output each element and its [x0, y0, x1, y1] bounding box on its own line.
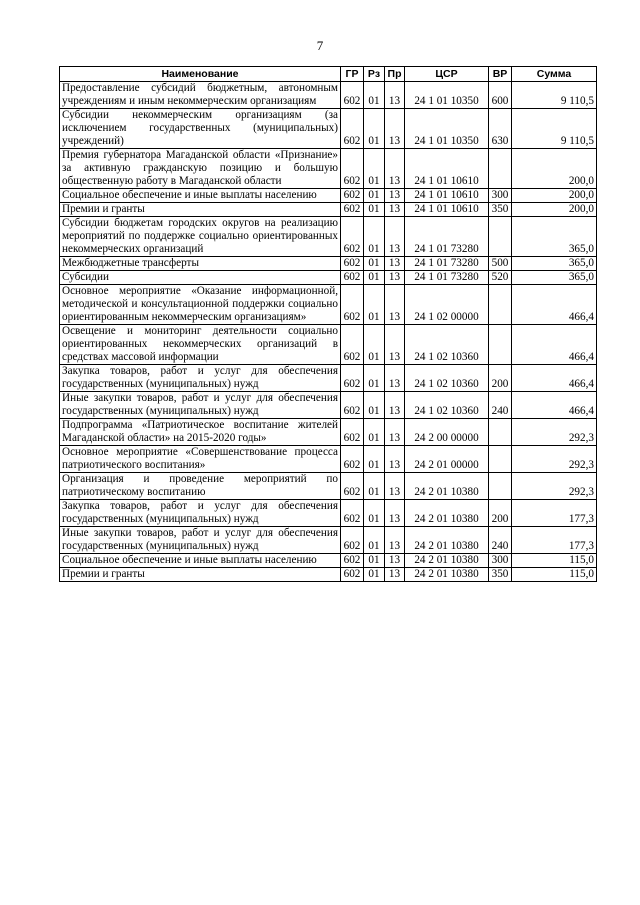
- header-row: [60, 67, 597, 82]
- cell-rz: 01: [364, 500, 385, 527]
- cell-csr: 24 1 01 10610: [405, 189, 489, 203]
- cell-sum: 292,3: [512, 446, 597, 473]
- table-row: [60, 419, 597, 446]
- cell-sum: 115,0: [512, 568, 597, 582]
- cell-rz: 01: [364, 365, 385, 392]
- cell-csr: 24 1 01 73280: [405, 217, 489, 257]
- cell-rz: 01: [364, 446, 385, 473]
- table-row: [60, 285, 597, 325]
- cell-name: Межбюджетные трансферты: [60, 257, 341, 271]
- cell-gr: 602: [341, 189, 364, 203]
- cell-csr: 24 1 01 10350: [405, 82, 489, 109]
- cell-vr: 240: [489, 392, 512, 419]
- table-row: [60, 203, 597, 217]
- cell-gr: 602: [341, 325, 364, 365]
- cell-name: Премии и гранты: [60, 568, 341, 582]
- cell-name: Иные закупки товаров, работ и услуг для обеспечения государственных (муниципальных) нужд: [60, 527, 341, 554]
- cell-pr: 13: [385, 325, 405, 365]
- cell-sum: 466,4: [512, 325, 597, 365]
- cell-vr: 600: [489, 82, 512, 109]
- cell-vr: 200: [489, 365, 512, 392]
- cell-name: Закупка товаров, работ и услуг для обеспечения государственных (муниципальных) нужд: [60, 500, 341, 527]
- cell-gr: 602: [341, 419, 364, 446]
- cell-sum: 177,3: [512, 500, 597, 527]
- table-row: [60, 109, 597, 149]
- cell-gr: 602: [341, 446, 364, 473]
- cell-vr: [489, 473, 512, 500]
- cell-vr: 300: [489, 554, 512, 568]
- cell-csr: 24 1 02 10360: [405, 392, 489, 419]
- cell-pr: 13: [385, 500, 405, 527]
- cell-sum: 466,4: [512, 392, 597, 419]
- cell-rz: 01: [364, 285, 385, 325]
- cell-csr: 24 2 01 10380: [405, 500, 489, 527]
- cell-sum: 466,4: [512, 365, 597, 392]
- cell-gr: 602: [341, 285, 364, 325]
- cell-csr: 24 2 01 00000: [405, 446, 489, 473]
- cell-name: Закупка товаров, работ и услуг для обеспечения государственных (муниципальных) нужд: [60, 365, 341, 392]
- cell-pr: 13: [385, 568, 405, 582]
- cell-vr: 350: [489, 568, 512, 582]
- cell-gr: 602: [341, 203, 364, 217]
- cell-gr: 602: [341, 217, 364, 257]
- cell-pr: 13: [385, 109, 405, 149]
- cell-csr: 24 2 01 10380: [405, 527, 489, 554]
- cell-rz: 01: [364, 419, 385, 446]
- cell-vr: [489, 446, 512, 473]
- cell-vr: 520: [489, 271, 512, 285]
- cell-pr: 13: [385, 189, 405, 203]
- budget-table: [59, 66, 597, 582]
- cell-pr: 13: [385, 203, 405, 217]
- table-row: [60, 568, 597, 582]
- header-rz: Рз: [364, 67, 385, 82]
- cell-vr: [489, 325, 512, 365]
- table-row: [60, 554, 597, 568]
- cell-sum: 115,0: [512, 554, 597, 568]
- cell-pr: 13: [385, 527, 405, 554]
- table-row: [60, 500, 597, 527]
- cell-vr: 200: [489, 500, 512, 527]
- table-body: [60, 82, 597, 582]
- cell-vr: [489, 217, 512, 257]
- cell-vr: [489, 149, 512, 189]
- cell-pr: 13: [385, 82, 405, 109]
- cell-gr: 602: [341, 554, 364, 568]
- cell-gr: 602: [341, 109, 364, 149]
- cell-gr: 602: [341, 271, 364, 285]
- cell-gr: 602: [341, 568, 364, 582]
- cell-name: Социальное обеспечение и иные выплаты населению: [60, 189, 341, 203]
- table-row: [60, 473, 597, 500]
- table-row: [60, 82, 597, 109]
- cell-sum: 365,0: [512, 217, 597, 257]
- cell-vr: 300: [489, 189, 512, 203]
- table-row: [60, 271, 597, 285]
- cell-name: Субсидии: [60, 271, 341, 285]
- cell-pr: 13: [385, 217, 405, 257]
- cell-name: Подпрограмма «Патриотическое воспитание жителей Магаданской области» на 2015-2020 годы»: [60, 419, 341, 446]
- table-row: [60, 217, 597, 257]
- cell-csr: 24 2 01 10380: [405, 473, 489, 500]
- cell-name: Субсидии бюджетам городских округов на реализацию мероприятий по поддержке социально ориентированных некоммерческих организаций: [60, 217, 341, 257]
- cell-sum: 9 110,5: [512, 109, 597, 149]
- cell-sum: 292,3: [512, 473, 597, 500]
- cell-name: Организация и проведение мероприятий по патриотическому воспитанию: [60, 473, 341, 500]
- cell-vr: 350: [489, 203, 512, 217]
- cell-rz: 01: [364, 189, 385, 203]
- cell-csr: 24 1 01 10350: [405, 109, 489, 149]
- cell-name: Социальное обеспечение и иные выплаты населению: [60, 554, 341, 568]
- table-row: [60, 257, 597, 271]
- table-header: [60, 67, 597, 82]
- page-number: 7: [316, 38, 324, 53]
- header-name: Наименование: [60, 67, 341, 82]
- cell-csr: 24 1 02 00000: [405, 285, 489, 325]
- table-row: [60, 392, 597, 419]
- header-vr: ВР: [489, 67, 512, 82]
- cell-vr: [489, 285, 512, 325]
- cell-name: Основное мероприятие «Оказание информационной, методической и консультационной поддержки социально ориентированным некоммерческим организациям»: [60, 285, 341, 325]
- cell-name: Иные закупки товаров, работ и услуг для обеспечения государственных (муниципальных) нужд: [60, 392, 341, 419]
- cell-gr: 602: [341, 473, 364, 500]
- cell-rz: 01: [364, 82, 385, 109]
- cell-csr: 24 2 01 10380: [405, 568, 489, 582]
- cell-pr: 13: [385, 446, 405, 473]
- cell-sum: 9 110,5: [512, 82, 597, 109]
- cell-csr: 24 1 02 10360: [405, 325, 489, 365]
- table-row: [60, 365, 597, 392]
- cell-pr: 13: [385, 271, 405, 285]
- cell-gr: 602: [341, 82, 364, 109]
- cell-rz: 01: [364, 257, 385, 271]
- cell-rz: 01: [364, 527, 385, 554]
- cell-sum: 177,3: [512, 527, 597, 554]
- cell-sum: 365,0: [512, 271, 597, 285]
- cell-vr: [489, 419, 512, 446]
- cell-name: Основное мероприятие «Совершенствование процесса патриотического воспитания»: [60, 446, 341, 473]
- cell-pr: 13: [385, 365, 405, 392]
- cell-pr: 13: [385, 149, 405, 189]
- cell-pr: 13: [385, 554, 405, 568]
- cell-gr: 602: [341, 257, 364, 271]
- cell-rz: 01: [364, 554, 385, 568]
- cell-name: Субсидии некоммерческим организациям (за исключением государственных (муниципальных) учреждений): [60, 109, 341, 149]
- cell-gr: 602: [341, 527, 364, 554]
- cell-gr: 602: [341, 365, 364, 392]
- cell-pr: 13: [385, 392, 405, 419]
- cell-pr: 13: [385, 473, 405, 500]
- table-row: [60, 149, 597, 189]
- cell-sum: 292,3: [512, 419, 597, 446]
- cell-csr: 24 1 01 73280: [405, 257, 489, 271]
- cell-rz: 01: [364, 325, 385, 365]
- cell-sum: 365,0: [512, 257, 597, 271]
- header-csr: ЦСР: [405, 67, 489, 82]
- cell-rz: 01: [364, 271, 385, 285]
- header-gr: ГР: [341, 67, 364, 82]
- table-row: [60, 527, 597, 554]
- cell-name: Премии и гранты: [60, 203, 341, 217]
- cell-csr: 24 2 00 00000: [405, 419, 489, 446]
- cell-rz: 01: [364, 473, 385, 500]
- cell-csr: 24 1 01 10610: [405, 149, 489, 189]
- cell-csr: 24 1 01 73280: [405, 271, 489, 285]
- cell-vr: 630: [489, 109, 512, 149]
- cell-rz: 01: [364, 568, 385, 582]
- cell-gr: 602: [341, 392, 364, 419]
- cell-name: Предоставление субсидий бюджетным, автономным учреждениям и иным некоммерческим организациям: [60, 82, 341, 109]
- cell-csr: 24 1 02 10360: [405, 365, 489, 392]
- cell-sum: 200,0: [512, 189, 597, 203]
- cell-gr: 602: [341, 149, 364, 189]
- header-sum: Сумма: [512, 67, 597, 82]
- cell-rz: 01: [364, 392, 385, 419]
- cell-pr: 13: [385, 285, 405, 325]
- cell-gr: 602: [341, 500, 364, 527]
- cell-rz: 01: [364, 203, 385, 217]
- cell-name: Премия губернатора Магаданской области «Признание» за активную гражданскую позицию и большую общественную работу в Магаданской области: [60, 149, 341, 189]
- header-pr: Пр: [385, 67, 405, 82]
- cell-rz: 01: [364, 149, 385, 189]
- cell-csr: 24 1 01 10610: [405, 203, 489, 217]
- cell-pr: 13: [385, 419, 405, 446]
- cell-rz: 01: [364, 217, 385, 257]
- table-row: [60, 325, 597, 365]
- cell-pr: 13: [385, 257, 405, 271]
- cell-rz: 01: [364, 109, 385, 149]
- table-row: [60, 189, 597, 203]
- cell-sum: 200,0: [512, 149, 597, 189]
- cell-name: Освещение и мониторинг деятельности социально ориентированных некоммерческих организаций в средствах массовой информации: [60, 325, 341, 365]
- cell-vr: 500: [489, 257, 512, 271]
- cell-sum: 200,0: [512, 203, 597, 217]
- table-row: [60, 446, 597, 473]
- cell-csr: 24 2 01 10380: [405, 554, 489, 568]
- cell-vr: 240: [489, 527, 512, 554]
- cell-sum: 466,4: [512, 285, 597, 325]
